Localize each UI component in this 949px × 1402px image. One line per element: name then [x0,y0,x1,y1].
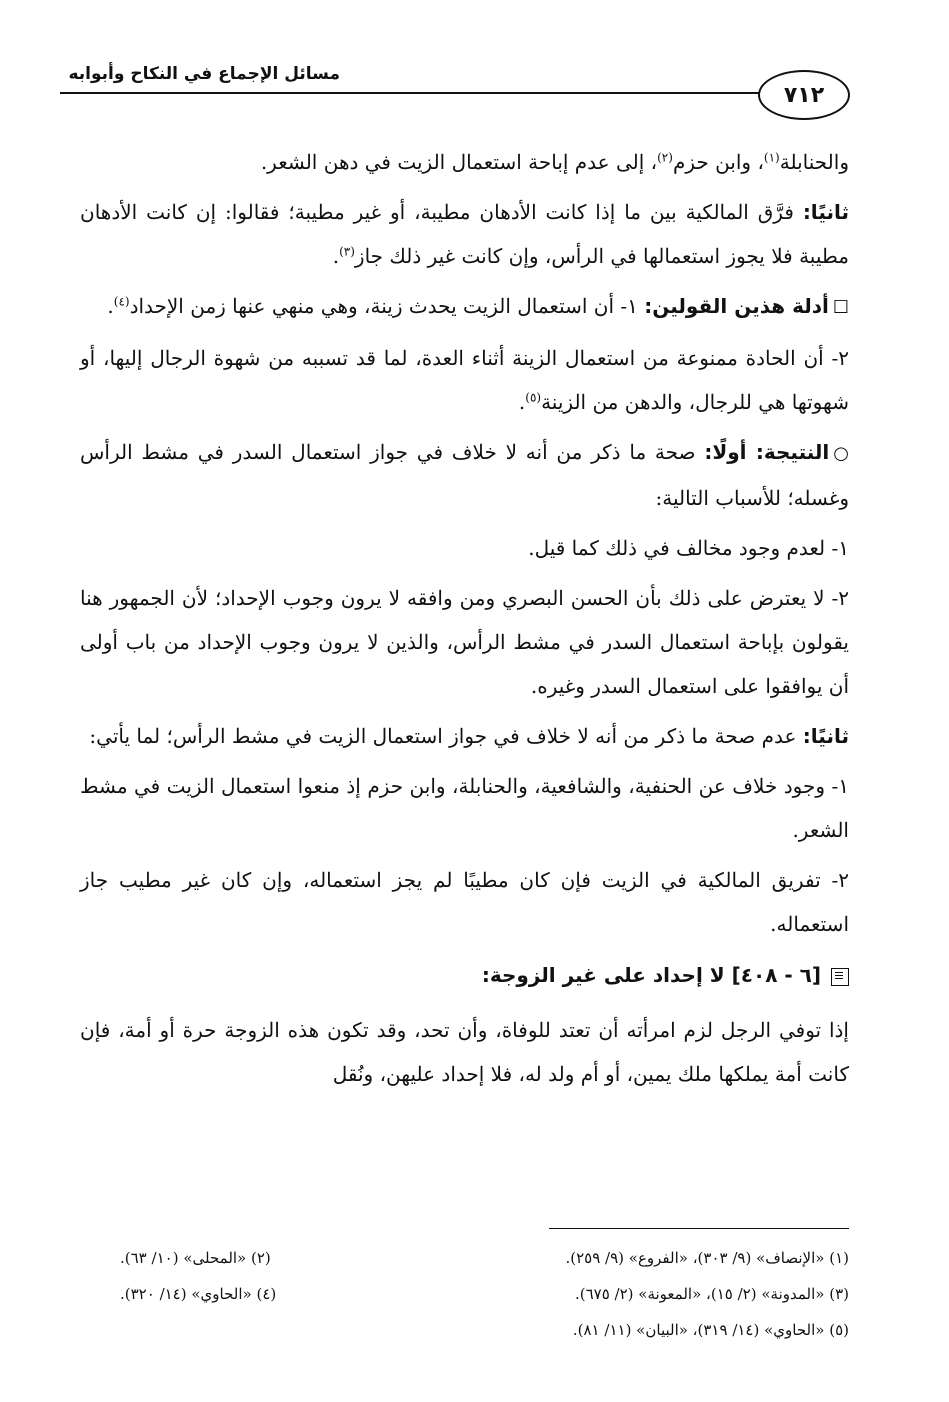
document-stack-icon [831,968,849,986]
paragraph-6: ١- لعدم وجود مخالف في ذلك كما قيل. [528,536,849,560]
paragraph-5: ○النتيجة: أولًا: صحة ما ذكر من أنه لا خلاف في جواز استعمال السدر في مشط الرأس وغسله؛ للأسباب التالية: [80,430,849,520]
footnote-1: (١) «الإنصاف» (٩/ ٣٠٣)، «الفروع» (٩/ ٢٥٩). [565,1249,849,1267]
running-title: مسائل الإجماع في النكاح وأبوابه [68,64,340,84]
section-heading: [٦ - ٤٠٨] لا إحداد على غير الزوجة: [80,952,849,998]
footnote-3: (٣) «المدونة» (٢/ ١٥)، «المعونة» (٢/ ٦٧٥). [574,1285,849,1303]
page-header [60,50,850,110]
footnote-row-2 [120,1276,849,1312]
paragraph-2: ثانيًا: فرَّق المالكية بين ما إذا كانت الأدهان مطيبة، أو غير مطيبة؛ فقالوا: إن كانت الأدهان مطيبة فلا يجوز استعمالها في الرأس، وإن كانت غير ذلك جاز$^{(٣)}$. [80,200,850,268]
footnote-5: (٥) «الحاوي» (١٤/ ٣١٩)، «البيان» (١١/ ٨١). [572,1321,849,1339]
header-rule [60,92,760,94]
paragraph-10: ٢- تفريق المالكية في الزيت فإن كان مطيبًا لم يجز استعماله، وإن كان غير مطيب جاز استعماله. [80,868,849,936]
body-text [80,140,849,1102]
footnotes [120,1240,849,1348]
circle-bullet-icon: ○ [833,443,850,464]
paragraph-4: ٢- أن الحادة ممنوعة من استعمال الزينة أثناء العدة، لما قد تسببه من شهوة الرجال إليها، أو شهوتها هي للرجال، والدهن من الزينة$^{(٥)}$. [80,346,849,414]
footnote-row-1 [120,1240,849,1276]
paragraph-7: ٢- لا يعترض على ذلك بأن الحسن البصري ومن وافقه لا يرون وجوب الإحداد؛ لأن الجمهور هنا يقولون بإباحة استعمال السدر في مشط الرأس، والذين لا يرون وجوب الإحداد من باب أولى أن يوافقوا على استعمال السدر وغيره. [80,586,849,698]
footnote-row-3 [120,1312,849,1348]
paragraph-9: ١- وجود خلاف عن الحنفية، والشافعية، والحنابلة، وابن حزم إذ منعوا استعمال الزيت في مشط الشعر. [80,774,849,842]
paragraph-1: والحنابلة$^{(١)}$، وابن حزم$^{(٢)}$، إلى عدم إباحة استعمال الزيت في دهن الشعر. [260,150,849,174]
footnote-rule [549,1228,849,1229]
paragraph-3: ☐أدلة هذين القولين: ١- أن استعمال الزيت يحدث زينة، وهي منهي عنها زمن الإحداد$^{(٤)}$. [80,284,849,330]
footnote-2: (٢) «المحلى» (١٠/ ٦٣). [120,1249,271,1267]
paragraph-11: إذا توفي الرجل لزم امرأته أن تعتد للوفاة، وأن تحد، وقد تكون هذه الزوجة حرة أو أمة، فإن كانت أمة يملكها ملك يمين، أو أم ولد له، فلا إحداد عليهن، ونُقل [80,1018,849,1086]
paragraph-8: ثانيًا: عدم صحة ما ذكر من أنه لا خلاف في جواز استعمال الزيت في مشط الرأس؛ لما يأتي: [89,724,849,748]
page-number-badge: ٧١٢ [758,70,850,120]
footnote-4: (٤) «الحاوي» (١٤/ ٣٢٠). [120,1285,277,1303]
square-bullet-icon: ☐ [832,297,849,318]
